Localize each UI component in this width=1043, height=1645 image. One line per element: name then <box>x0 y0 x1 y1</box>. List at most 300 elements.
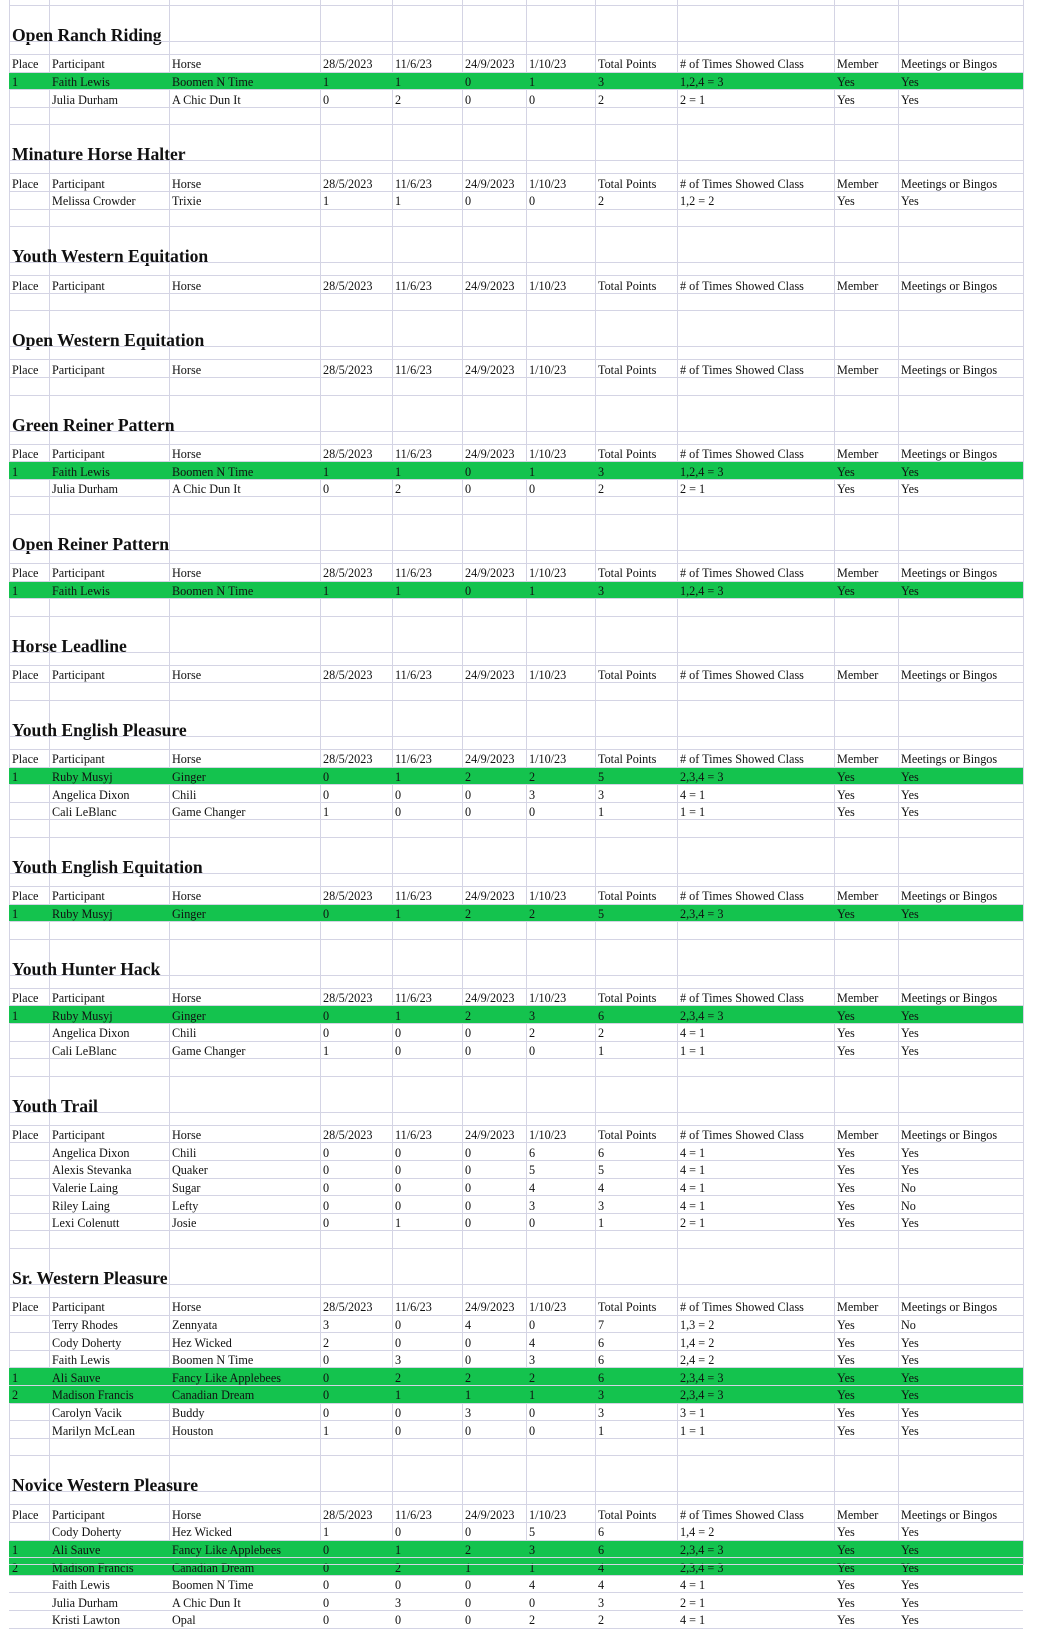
header-cell[interactable]: Total Points <box>598 1128 657 1143</box>
entry-row[interactable] <box>9 1420 1023 1438</box>
entry-cell[interactable]: 0 <box>465 1180 472 1195</box>
entry-row[interactable] <box>9 1213 1023 1231</box>
entry-cell[interactable]: Cali LeBlanc <box>52 805 117 820</box>
entry-cell[interactable]: 4 = 1 <box>680 1578 706 1593</box>
header-cell[interactable]: Participant <box>52 57 105 72</box>
header-cell[interactable]: Member <box>837 566 879 581</box>
entry-cell[interactable]: 5 <box>529 1163 536 1178</box>
entry-cell[interactable]: 0 <box>323 1388 330 1403</box>
entry-cell[interactable]: 0 <box>395 1043 402 1058</box>
entry-cell[interactable]: Yes <box>901 1026 919 1041</box>
header-cell[interactable]: Meetings or Bingos <box>901 446 998 461</box>
entry-cell[interactable]: Ginger <box>172 906 206 921</box>
entry-cell[interactable]: 0 <box>395 1613 402 1628</box>
entry-cell[interactable]: 0 <box>529 1595 536 1610</box>
header-cell[interactable]: Horse <box>172 889 202 904</box>
entry-cell[interactable]: Yes <box>837 1043 855 1058</box>
entry-cell[interactable]: Yes <box>837 906 855 921</box>
header-cell[interactable]: 1/10/23 <box>529 57 567 72</box>
entry-cell[interactable]: Yes <box>901 1353 919 1368</box>
entry-row[interactable] <box>9 784 1023 802</box>
entry-cell[interactable]: 0 <box>529 1043 536 1058</box>
entry-cell[interactable]: 2 <box>529 1370 536 1385</box>
header-cell[interactable]: Horse <box>172 1507 202 1522</box>
entry-cell[interactable]: 2 <box>598 1613 605 1628</box>
header-cell[interactable]: Total Points <box>598 278 657 293</box>
entry-cell[interactable]: Yes <box>837 1335 855 1350</box>
header-cell[interactable]: Total Points <box>598 446 657 461</box>
entry-cell[interactable]: 4 <box>529 1180 536 1195</box>
entry-cell[interactable] <box>12 1316 49 1333</box>
entry-cell[interactable]: 0 <box>529 1216 536 1231</box>
entry-cell[interactable]: 0 <box>395 1145 402 1160</box>
entry-cell[interactable]: Hez Wicked <box>172 1525 232 1540</box>
header-cell[interactable]: Horse <box>172 278 202 293</box>
entry-cell[interactable]: 1 <box>529 74 536 89</box>
entry-cell[interactable]: Carolyn Vacik <box>52 1405 122 1420</box>
entry-cell[interactable]: 0 <box>529 805 536 820</box>
entry-cell[interactable]: 1 <box>395 1542 402 1557</box>
header-cell[interactable]: 28/5/2023 <box>323 446 373 461</box>
entry-cell[interactable]: Yes <box>837 464 855 479</box>
entry-cell[interactable]: 2 = 1 <box>680 92 706 107</box>
header-cell[interactable]: Place <box>12 176 39 191</box>
entry-cell[interactable]: Ginger <box>172 769 206 784</box>
entry-cell[interactable]: 0 <box>465 1423 472 1438</box>
entry-cell[interactable]: 0 <box>465 787 472 802</box>
entry-cell[interactable]: Yes <box>901 194 919 209</box>
entry-cell[interactable]: 0 <box>395 1198 402 1213</box>
header-cell[interactable]: 1/10/23 <box>529 889 567 904</box>
entry-row[interactable] <box>9 1610 1023 1628</box>
entry-cell[interactable]: 0 <box>323 1026 330 1041</box>
entry-cell[interactable]: Terry Rhodes <box>52 1317 118 1332</box>
entry-cell[interactable]: 0 <box>395 805 402 820</box>
entry-cell[interactable]: Valerie Laing <box>52 1180 118 1195</box>
entry-cell[interactable]: Chili <box>172 1026 197 1041</box>
entry-cell[interactable]: Kristi Lawton <box>52 1613 121 1628</box>
entry-cell[interactable]: 0 <box>323 787 330 802</box>
entry-cell[interactable]: 0 <box>323 1405 330 1420</box>
entry-cell[interactable]: Boomen N Time <box>172 1578 254 1593</box>
entry-cell[interactable] <box>12 1042 49 1059</box>
entry-cell[interactable]: 3 <box>529 1198 536 1213</box>
entry-cell[interactable]: Yes <box>901 1043 919 1058</box>
header-cell[interactable]: # of Times Showed Class <box>680 1300 804 1315</box>
entry-cell[interactable]: Yes <box>837 1353 855 1368</box>
entry-cell[interactable]: 2 <box>465 906 472 921</box>
entry-cell[interactable]: 4 <box>598 1180 605 1195</box>
header-cell[interactable]: Place <box>12 566 39 581</box>
entry-cell[interactable]: 1 <box>323 1043 330 1058</box>
header-cell[interactable]: Meetings or Bingos <box>901 889 998 904</box>
header-cell[interactable]: Meetings or Bingos <box>901 1507 998 1522</box>
entry-cell[interactable]: Riley Laing <box>52 1198 110 1213</box>
entry-cell[interactable]: Ruby Musyj <box>52 1008 113 1023</box>
entry-cell[interactable]: 2 = 1 <box>680 1216 706 1231</box>
entry-cell[interactable]: 1 = 1 <box>680 805 706 820</box>
entry-cell[interactable]: Yes <box>901 805 919 820</box>
entry-cell[interactable]: 2 <box>598 1026 605 1041</box>
placed-entry-row[interactable] <box>9 767 1023 785</box>
header-cell[interactable]: # of Times Showed Class <box>680 752 804 767</box>
entry-cell[interactable]: 1 <box>529 1388 536 1403</box>
entry-cell[interactable]: Fancy Like Applebees <box>172 1370 281 1385</box>
entry-cell[interactable]: 6 <box>598 1335 605 1350</box>
entry-cell[interactable]: Boomen N Time <box>172 464 254 479</box>
entry-cell[interactable]: 1 <box>395 74 402 89</box>
entry-cell[interactable]: 1,2,4 = 3 <box>680 464 724 479</box>
entry-cell[interactable]: 2,3,4 = 3 <box>680 1388 724 1403</box>
entry-cell[interactable]: 4 = 1 <box>680 787 706 802</box>
header-cell[interactable]: # of Times Showed Class <box>680 176 804 191</box>
entry-cell[interactable]: Ali Sauve <box>52 1542 101 1557</box>
entry-cell[interactable]: 1,4 = 2 <box>680 1335 715 1350</box>
entry-cell[interactable]: 0 <box>465 1595 472 1610</box>
entry-row[interactable] <box>9 1522 1023 1540</box>
entry-cell[interactable]: Chili <box>172 1145 197 1160</box>
header-cell[interactable]: Total Points <box>598 889 657 904</box>
placed-entry-row[interactable] <box>9 1005 1023 1023</box>
entry-cell[interactable]: 0 <box>323 1613 330 1628</box>
entry-cell[interactable]: 0 <box>465 805 472 820</box>
entry-cell[interactable]: Canadian Dream <box>172 1388 255 1403</box>
header-cell[interactable]: 1/10/23 <box>529 1300 567 1315</box>
entry-cell[interactable]: Lexi Colenutt <box>52 1216 120 1231</box>
entry-cell[interactable]: 0 <box>323 1370 330 1385</box>
header-cell[interactable]: Participant <box>52 1300 105 1315</box>
entry-cell[interactable]: 0 <box>529 482 536 497</box>
entry-cell[interactable]: 1 = 1 <box>680 1423 706 1438</box>
entry-cell[interactable]: 1 <box>395 583 402 598</box>
entry-cell[interactable]: 3 <box>598 787 605 802</box>
header-cell[interactable]: 11/6/23 <box>395 1300 432 1315</box>
header-cell[interactable]: 24/9/2023 <box>465 889 515 904</box>
entry-cell[interactable]: 1 <box>465 1388 472 1403</box>
header-cell[interactable]: 1/10/23 <box>529 1128 567 1143</box>
entry-cell[interactable]: 0 <box>323 1595 330 1610</box>
entry-cell[interactable]: 1 <box>323 194 330 209</box>
entry-cell[interactable]: 3 <box>323 1317 330 1332</box>
header-cell[interactable]: 24/9/2023 <box>465 668 515 683</box>
entry-cell[interactable]: 6 <box>598 1542 605 1557</box>
header-cell[interactable]: Meetings or Bingos <box>901 1300 998 1315</box>
header-cell[interactable]: 28/5/2023 <box>323 176 373 191</box>
entry-cell[interactable]: 0 <box>465 1216 472 1231</box>
entry-cell[interactable]: 1 <box>395 1216 402 1231</box>
header-cell[interactable]: Place <box>12 668 39 683</box>
entry-cell[interactable]: Yes <box>901 1595 919 1610</box>
entry-cell[interactable]: 4 = 1 <box>680 1145 706 1160</box>
entry-cell[interactable]: Yes <box>901 1423 919 1438</box>
entry-row[interactable] <box>9 1041 1023 1059</box>
header-cell[interactable]: Place <box>12 991 39 1006</box>
entry-cell[interactable]: 0 <box>395 787 402 802</box>
header-cell[interactable]: 28/5/2023 <box>323 57 373 72</box>
entry-cell[interactable]: Faith Lewis <box>52 74 110 89</box>
entry-cell[interactable]: No <box>901 1317 916 1332</box>
entry-cell[interactable]: 0 <box>395 1525 402 1540</box>
entry-cell[interactable]: Sugar <box>172 1180 201 1195</box>
entry-cell[interactable]: 1 <box>395 906 402 921</box>
entry-cell[interactable]: Yes <box>837 1560 855 1575</box>
entry-cell[interactable]: Yes <box>837 1423 855 1438</box>
entry-cell[interactable]: 1 <box>12 1542 19 1557</box>
entry-cell[interactable]: 2,3,4 = 3 <box>680 1560 724 1575</box>
header-cell[interactable]: Participant <box>52 1128 105 1143</box>
header-cell[interactable]: Member <box>837 57 879 72</box>
entry-cell[interactable]: 0 <box>323 906 330 921</box>
entry-cell[interactable]: Yes <box>901 1335 919 1350</box>
entry-cell[interactable]: 0 <box>465 1163 472 1178</box>
entry-cell[interactable]: 5 <box>598 769 605 784</box>
entry-cell[interactable]: Game Changer <box>172 1043 246 1058</box>
entry-row[interactable] <box>9 1350 1023 1368</box>
entry-cell[interactable]: 0 <box>323 1180 330 1195</box>
entry-cell[interactable]: Josie <box>172 1216 197 1231</box>
entry-cell[interactable]: 2 <box>395 1370 402 1385</box>
entry-cell[interactable] <box>12 1161 49 1178</box>
header-cell[interactable]: Horse <box>172 668 202 683</box>
entry-cell[interactable]: 4 <box>465 1317 472 1332</box>
entry-cell[interactable]: Alexis Stevanka <box>52 1163 132 1178</box>
entry-cell[interactable]: 1 <box>323 74 330 89</box>
header-cell[interactable]: # of Times Showed Class <box>680 566 804 581</box>
entry-cell[interactable]: 1 <box>323 583 330 598</box>
entry-cell[interactable]: 3 <box>598 1595 605 1610</box>
entry-cell[interactable]: 2,3,4 = 3 <box>680 1008 724 1023</box>
entry-cell[interactable]: 1 <box>323 805 330 820</box>
header-cell[interactable]: 24/9/2023 <box>465 362 515 377</box>
entry-cell[interactable]: 0 <box>323 769 330 784</box>
entry-cell[interactable]: Zennyata <box>172 1317 218 1332</box>
header-cell[interactable]: 1/10/23 <box>529 566 567 581</box>
entry-cell[interactable]: 1 <box>598 1216 605 1231</box>
entry-row[interactable] <box>9 1195 1023 1213</box>
entry-cell[interactable]: 0 <box>465 583 472 598</box>
entry-cell[interactable]: 3 = 1 <box>680 1405 706 1420</box>
header-cell[interactable]: Participant <box>52 668 105 683</box>
header-cell[interactable]: 1/10/23 <box>529 446 567 461</box>
entry-cell[interactable]: 5 <box>598 906 605 921</box>
entry-cell[interactable]: Lefty <box>172 1198 199 1213</box>
entry-cell[interactable]: Yes <box>837 1595 855 1610</box>
entry-cell[interactable]: 4 <box>598 1578 605 1593</box>
entry-cell[interactable]: Yes <box>901 1388 919 1403</box>
header-cell[interactable]: 1/10/23 <box>529 278 567 293</box>
header-cell[interactable]: 28/5/2023 <box>323 1128 373 1143</box>
entry-cell[interactable]: 0 <box>395 1335 402 1350</box>
entry-cell[interactable]: Yes <box>837 1525 855 1540</box>
entry-cell[interactable]: Chili <box>172 787 197 802</box>
entry-cell[interactable]: Yes <box>837 92 855 107</box>
entry-row[interactable] <box>9 1403 1023 1421</box>
entry-cell[interactable]: A Chic Dun It <box>172 92 241 107</box>
entry-cell[interactable]: 0 <box>323 1008 330 1023</box>
header-cell[interactable]: 1/10/23 <box>529 362 567 377</box>
entry-cell[interactable]: Yes <box>837 583 855 598</box>
placed-entry-row[interactable] <box>9 1367 1023 1385</box>
entry-cell[interactable] <box>12 1523 49 1540</box>
header-cell[interactable]: 28/5/2023 <box>323 362 373 377</box>
entry-cell[interactable]: Yes <box>837 1388 855 1403</box>
entry-cell[interactable]: 6 <box>598 1008 605 1023</box>
entry-cell[interactable]: Cali LeBlanc <box>52 1043 117 1058</box>
entry-cell[interactable]: 3 <box>465 1405 472 1420</box>
entry-cell[interactable]: 2,3,4 = 3 <box>680 1542 724 1557</box>
entry-cell[interactable]: 2 <box>12 1560 19 1575</box>
entry-cell[interactable]: 4 <box>529 1578 536 1593</box>
header-cell[interactable]: Horse <box>172 176 202 191</box>
entry-cell[interactable]: Boomen N Time <box>172 583 254 598</box>
entry-cell[interactable]: 2 <box>465 1008 472 1023</box>
entry-cell[interactable] <box>12 1024 49 1041</box>
header-cell[interactable]: Total Points <box>598 566 657 581</box>
entry-cell[interactable]: 6 <box>598 1353 605 1368</box>
entry-cell[interactable]: 0 <box>323 1560 330 1575</box>
entry-cell[interactable]: 2 <box>395 482 402 497</box>
entry-cell[interactable]: 1 <box>598 805 605 820</box>
header-cell[interactable]: 11/6/23 <box>395 889 432 904</box>
entry-cell[interactable] <box>12 1421 49 1438</box>
entry-cell[interactable]: 0 <box>323 1353 330 1368</box>
header-cell[interactable]: Meetings or Bingos <box>901 1128 998 1143</box>
entry-cell[interactable]: Angelica Dixon <box>52 1145 130 1160</box>
entry-cell[interactable]: Yes <box>837 1008 855 1023</box>
entry-cell[interactable]: 0 <box>529 92 536 107</box>
entry-cell[interactable]: Game Changer <box>172 805 246 820</box>
placed-entry-row[interactable] <box>9 581 1023 599</box>
entry-cell[interactable]: 2 <box>529 906 536 921</box>
entry-cell[interactable]: 1 <box>12 583 19 598</box>
entry-cell[interactable]: 2 <box>465 1542 472 1557</box>
entry-cell[interactable]: Yes <box>837 1370 855 1385</box>
header-cell[interactable]: 28/5/2023 <box>323 889 373 904</box>
entry-cell[interactable]: Boomen N Time <box>172 1353 254 1368</box>
header-cell[interactable]: # of Times Showed Class <box>680 446 804 461</box>
header-cell[interactable]: Member <box>837 752 879 767</box>
entry-cell[interactable]: 2,3,4 = 3 <box>680 906 724 921</box>
entry-cell[interactable]: 0 <box>395 1423 402 1438</box>
header-cell[interactable]: 11/6/23 <box>395 752 432 767</box>
entry-cell[interactable]: Yes <box>901 482 919 497</box>
entry-cell[interactable]: Angelica Dixon <box>52 1026 130 1041</box>
entry-row[interactable] <box>9 1315 1023 1333</box>
entry-cell[interactable]: 3 <box>598 1388 605 1403</box>
entry-cell[interactable]: 1 <box>598 1043 605 1058</box>
header-cell[interactable]: Horse <box>172 57 202 72</box>
entry-cell[interactable]: 0 <box>323 1578 330 1593</box>
header-cell[interactable]: Place <box>12 1128 39 1143</box>
entry-cell[interactable]: 1 = 1 <box>680 1043 706 1058</box>
entry-row[interactable] <box>9 89 1023 107</box>
entry-cell[interactable]: Madison Francis <box>52 1560 134 1575</box>
entry-cell[interactable]: 0 <box>465 464 472 479</box>
entry-cell[interactable] <box>12 480 49 497</box>
header-cell[interactable]: Horse <box>172 566 202 581</box>
header-cell[interactable]: Member <box>837 1128 879 1143</box>
entry-cell[interactable]: Yes <box>837 194 855 209</box>
header-cell[interactable]: Participant <box>52 362 105 377</box>
header-cell[interactable]: Total Points <box>598 1507 657 1522</box>
entry-row[interactable] <box>9 1023 1023 1041</box>
entry-cell[interactable]: 2 = 1 <box>680 482 706 497</box>
entry-cell[interactable]: Canadian Dream <box>172 1560 255 1575</box>
header-cell[interactable]: Meetings or Bingos <box>901 57 998 72</box>
entry-cell[interactable]: A Chic Dun It <box>172 482 241 497</box>
header-cell[interactable]: Member <box>837 446 879 461</box>
entry-cell[interactable]: 7 <box>598 1317 605 1332</box>
entry-cell[interactable]: 0 <box>465 1026 472 1041</box>
header-cell[interactable]: 28/5/2023 <box>323 752 373 767</box>
header-cell[interactable]: Place <box>12 889 39 904</box>
header-cell[interactable]: Place <box>12 362 39 377</box>
entry-cell[interactable]: 4 <box>598 1560 605 1575</box>
entry-cell[interactable]: 0 <box>465 1335 472 1350</box>
header-cell[interactable]: 1/10/23 <box>529 668 567 683</box>
entry-row[interactable] <box>9 1160 1023 1178</box>
entry-cell[interactable]: Yes <box>901 906 919 921</box>
header-cell[interactable]: Meetings or Bingos <box>901 752 998 767</box>
header-cell[interactable]: 24/9/2023 <box>465 1128 515 1143</box>
entry-cell[interactable]: 5 <box>598 1163 605 1178</box>
entry-cell[interactable]: 0 <box>395 1026 402 1041</box>
header-cell[interactable]: Total Points <box>598 752 657 767</box>
entry-cell[interactable]: Yes <box>901 1405 919 1420</box>
entry-cell[interactable]: 2,3,4 = 3 <box>680 1370 724 1385</box>
header-cell[interactable]: Participant <box>52 991 105 1006</box>
header-cell[interactable]: Participant <box>52 278 105 293</box>
header-cell[interactable]: Participant <box>52 446 105 461</box>
header-cell[interactable]: Place <box>12 1507 39 1522</box>
entry-cell[interactable]: Yes <box>901 74 919 89</box>
entry-cell[interactable]: Ali Sauve <box>52 1370 101 1385</box>
header-cell[interactable]: Horse <box>172 752 202 767</box>
entry-cell[interactable]: 4 = 1 <box>680 1026 706 1041</box>
entry-cell[interactable]: 1,2,4 = 3 <box>680 583 724 598</box>
entry-cell[interactable]: Yes <box>901 1008 919 1023</box>
entry-cell[interactable]: 3 <box>598 464 605 479</box>
entry-cell[interactable]: Yes <box>837 1198 855 1213</box>
entry-cell[interactable]: Yes <box>837 1180 855 1195</box>
header-cell[interactable]: 11/6/23 <box>395 446 432 461</box>
entry-cell[interactable]: Faith Lewis <box>52 583 110 598</box>
entry-cell[interactable]: Yes <box>901 1542 919 1557</box>
header-cell[interactable]: # of Times Showed Class <box>680 278 804 293</box>
entry-cell[interactable]: No <box>901 1198 916 1213</box>
entry-cell[interactable]: 2 <box>598 482 605 497</box>
header-cell[interactable]: 11/6/23 <box>395 668 432 683</box>
entry-cell[interactable] <box>12 1611 49 1628</box>
entry-cell[interactable]: Yes <box>837 1613 855 1628</box>
header-cell[interactable]: Member <box>837 991 879 1006</box>
header-cell[interactable]: 11/6/23 <box>395 1128 432 1143</box>
header-cell[interactable]: 24/9/2023 <box>465 278 515 293</box>
entry-cell[interactable]: Madison Francis <box>52 1388 134 1403</box>
entry-cell[interactable] <box>12 1179 49 1196</box>
header-cell[interactable]: Total Points <box>598 991 657 1006</box>
entry-cell[interactable]: Cody Doherty <box>52 1335 122 1350</box>
entry-cell[interactable]: 3 <box>529 1353 536 1368</box>
header-cell[interactable]: # of Times Showed Class <box>680 991 804 1006</box>
placed-entry-row[interactable] <box>9 72 1023 90</box>
placed-entry-row[interactable] <box>9 1557 1023 1575</box>
entry-cell[interactable]: 3 <box>598 1198 605 1213</box>
entry-row[interactable] <box>9 479 1023 497</box>
header-cell[interactable]: Meetings or Bingos <box>901 278 998 293</box>
header-cell[interactable]: 1/10/23 <box>529 176 567 191</box>
entry-cell[interactable]: Yes <box>837 805 855 820</box>
